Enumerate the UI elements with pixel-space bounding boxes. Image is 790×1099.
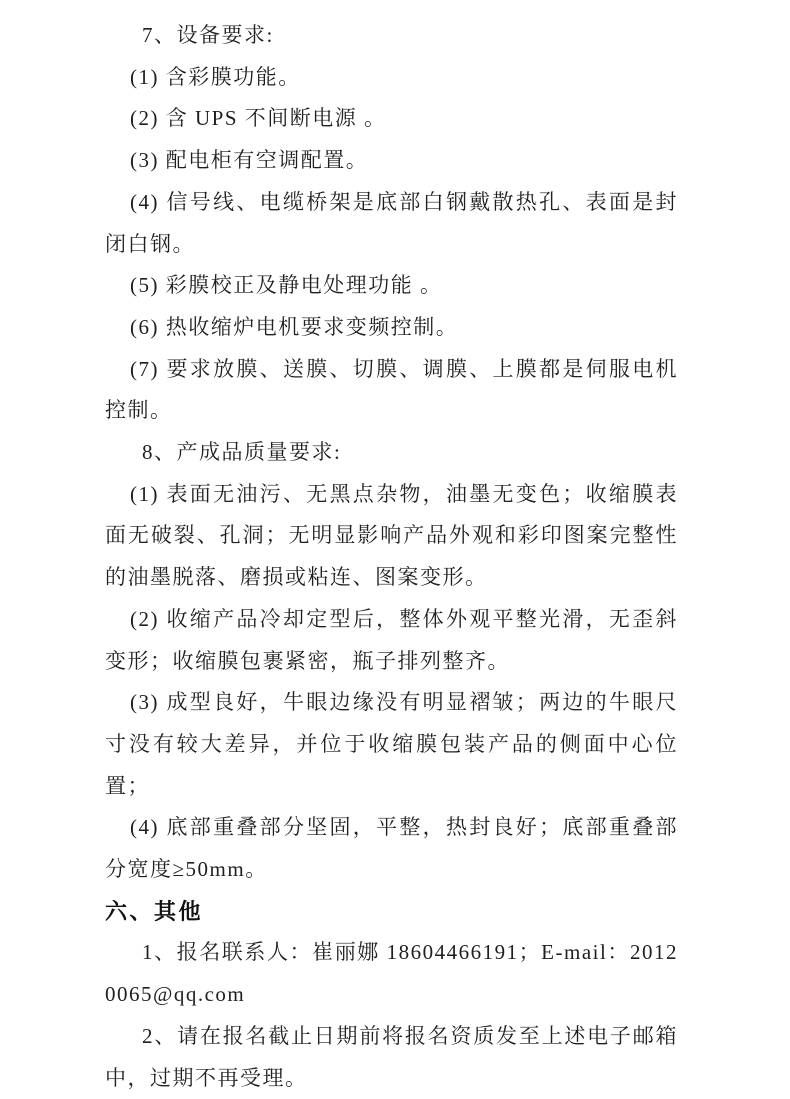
section7-item: (6) 热收缩炉电机要求变频控制。	[130, 314, 459, 339]
section7-item: (7) 要求放膜、送膜、切膜、调膜、上膜都是伺服电机控制。	[105, 356, 678, 423]
section8-item: (4) 底部重叠部分坚固，平整，热封良好；底部重叠部分宽度≥50mm。	[105, 815, 678, 882]
section7-item: (2) 含 UPS 不间断电源 。	[130, 106, 387, 131]
document-body	[105, 15, 678, 1099]
section6-item: 2、请在报名截止日期前将报名资质发至上述电子邮箱中，过期不再受理。	[105, 1023, 678, 1090]
section8-item: (2) 收缩产品冷却定型后，整体外观平整光滑，无歪斜变形；收缩膜包裹紧密，瓶子排列整齐。	[105, 606, 678, 673]
section7-item: (3) 配电柜有空调配置。	[130, 148, 369, 173]
section7-item: (5) 彩膜校正及静电处理功能 。	[130, 273, 443, 298]
section8-heading: 8、产成品质量要求:	[142, 440, 342, 465]
section6-item: 1、报名联系人：崔丽娜 18604466191；E-mail：20120065@qq.com	[105, 940, 678, 1007]
section6-heading: 六、其他	[105, 898, 204, 924]
section8-item: (3) 成型良好，牛眼边缘没有明显褶皱；两边的牛眼尺寸没有较大差异，并位于收缩膜包装产品的侧面中心位置；	[105, 690, 678, 798]
section7-heading: 7、设备要求:	[142, 23, 274, 47]
section7-item: (1) 含彩膜功能。	[130, 64, 301, 89]
section7-item: (4) 信号线、电缆桥架是底部白钢戴散热孔、表面是封闭白钢。	[105, 189, 678, 256]
section8-item: (1) 表面无油污、无黑点杂物，油墨无变色；收缩膜表面无破裂、孔洞；无明显影响产品外观和彩印图案完整性的油墨脱落、磨损或粘连、图案变形。	[105, 481, 678, 590]
